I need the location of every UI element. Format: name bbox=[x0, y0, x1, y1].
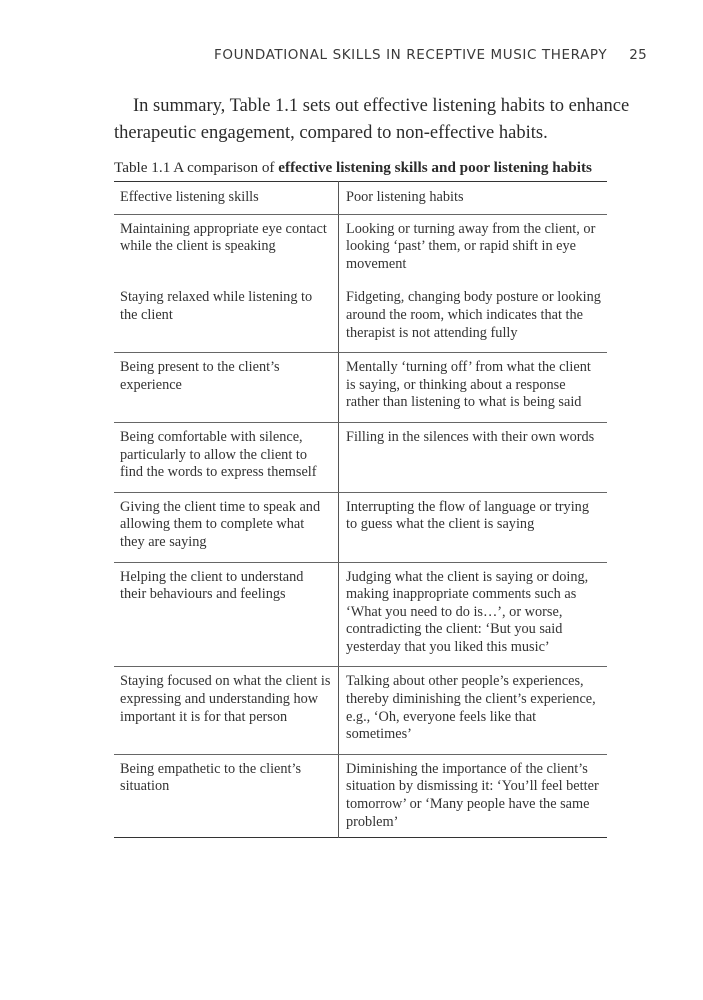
table-row bbox=[114, 562, 607, 667]
cell-poor: Judging what the client is saying or doing, making inappropriate comments such as ‘What you need to do is…’, or worse, contradicting the client: ‘But you said yesterday that you liked this music’ bbox=[339, 562, 608, 667]
page-number: 25 bbox=[629, 47, 647, 63]
cell-poor: Mentally ‘turning off’ from what the client is saying, or thinking about a response rather than listening to what is being said bbox=[339, 353, 608, 423]
running-head bbox=[0, 47, 647, 63]
table-caption-bold: effective listening skills and poor listening habits bbox=[278, 159, 592, 176]
column-header-poor: Poor listening habits bbox=[339, 182, 608, 215]
table-row bbox=[114, 422, 607, 492]
cell-effective: Being comfortable with silence, particularly to allow the client to find the words to express themself bbox=[114, 422, 339, 492]
cell-poor: Filling in the silences with their own words bbox=[339, 422, 608, 492]
table-row bbox=[114, 214, 607, 283]
listening-comparison-table bbox=[114, 181, 607, 838]
cell-effective: Staying relaxed while listening to the client bbox=[114, 283, 339, 352]
cell-effective: Giving the client time to speak and allowing them to complete what they are saying bbox=[114, 492, 339, 562]
cell-effective: Being present to the client’s experience bbox=[114, 353, 339, 423]
table-caption-prefix: Table 1.1 A comparison of bbox=[114, 159, 279, 176]
intro-paragraph: In summary, Table 1.1 sets out effective listening habits to enhance therapeutic engagement, compared to non-effective habits. bbox=[114, 96, 630, 143]
cell-effective: Helping the client to understand their behaviours and feelings bbox=[114, 562, 339, 667]
cell-effective: Maintaining appropriate eye contact while the client is speaking bbox=[114, 214, 339, 283]
column-header-effective: Effective listening skills bbox=[114, 182, 339, 215]
cell-effective: Staying focused on what the client is expressing and understanding how important it is for that person bbox=[114, 667, 339, 754]
table-caption bbox=[114, 159, 634, 177]
table-row bbox=[114, 492, 607, 562]
cell-poor: Diminishing the importance of the client’s situation by dismissing it: ‘You’ll feel better tomorrow’ or ‘Many people have the same problem’ bbox=[346, 760, 599, 830]
cell-effective: Being empathetic to the client’s situation bbox=[114, 754, 339, 837]
running-title: FOUNDATIONAL SKILLS IN RECEPTIVE MUSIC THERAPY bbox=[214, 47, 608, 63]
table-row bbox=[114, 754, 607, 837]
table-row bbox=[114, 283, 607, 352]
table-row bbox=[114, 667, 607, 754]
cell-poor: Fidgeting, changing body posture or looking around the room, which indicates that the therapist is not attending fully bbox=[339, 283, 608, 352]
cell-poor: Talking about other people’s experiences, thereby diminishing the client’s experience, e.g., ‘Oh, everyone feels like that sometimes’ bbox=[339, 667, 608, 754]
table-header-row bbox=[114, 182, 607, 215]
table-row bbox=[114, 353, 607, 423]
cell-poor: Interrupting the flow of language or trying to guess what the client is saying bbox=[339, 492, 608, 562]
cell-poor: Looking or turning away from the client, or looking ‘past’ them, or rapid shift in eye movement bbox=[346, 220, 596, 272]
